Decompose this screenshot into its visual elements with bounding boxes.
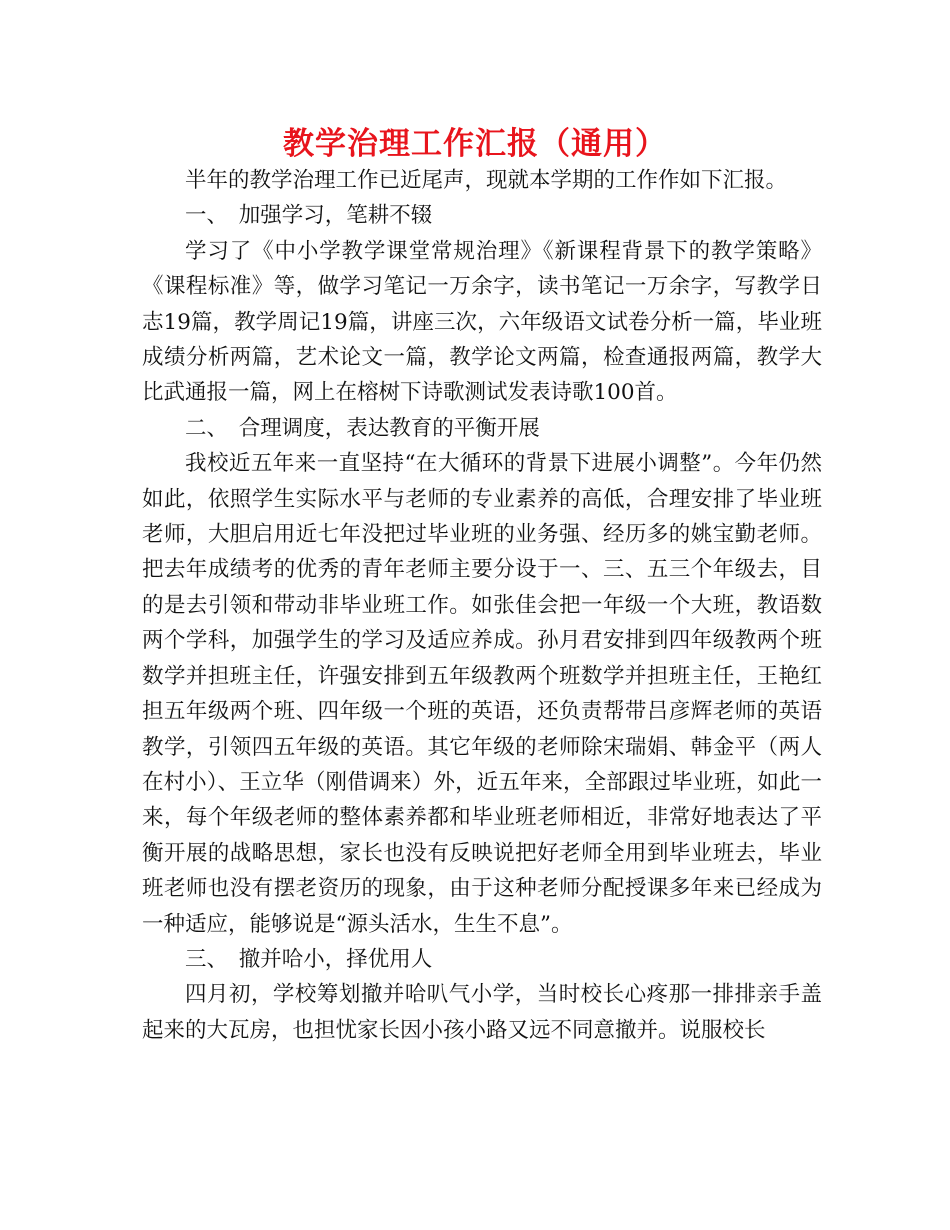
document-body bbox=[142, 163, 822, 1048]
section-paragraph-3: 四月初，学校筹划撤并哈叭气小学，当时校长心疼那一排排亲手盖起来的大瓦房，也担忧家长因小孩小路又远不同意撤并。说服校长 bbox=[142, 982, 822, 1043]
section-heading-3: 三、 撤并哈小，择优用人 bbox=[185, 946, 433, 972]
section-paragraph-2: 我校近五年来一直坚持“在大循环的背景下进展小调整”。今年仍然如此，依照学生实际水平与老师的专业素养的高低，合理安排了毕业班老师，大胆启用近七年没把过毕业班的业务强、经历多的姚宝勤老师。把去年成绩考的优秀的青年老师主要分设于一、三、五三个年级去，目的是去引领和带动非毕业班工作。如张佳会把一年级一个大班，教语数两个学科，加强学生的学习及适应养成。孙月君安排到四年级教两个班数学并担班主任，许强安排到五年级教两个班数学并担班主任，王艳红担五年级两个班、四年级一个班的英语，还负责帮带吕彦辉老师的英语教学，引领四五年级的英语。其它年级的老师除宋瑞娟、韩金平（两人在村小）、王立华（刚借调来）外，近五年来，全部跟过毕业班，如此一来，每个年级老师的整体素养都和毕业班老师相近，非常好地表达了平衡开展的战略思想，家长也没有反映说把好老师全用到毕业班去，毕业班老师也没有摆老资历的现象，由于这种老师分配授课多年来已经成为一种适应，能够说是“源头活水，生生不息”。 bbox=[142, 451, 822, 937]
document-title: 教学治理工作汇报（通用） bbox=[283, 126, 667, 162]
section-heading-1: 一、 加强学习，笔耕不辍 bbox=[185, 203, 433, 229]
section-heading-2: 二、 合理调度，表达教育的平衡开展 bbox=[185, 415, 540, 441]
section-paragraph-1: 学习了《中小学教学课堂常规治理》《新课程背景下的教学策略》《课程标准》等，做学习笔记一万余字，读书笔记一万余字，写教学日志19篇，教学周记19篇，讲座三次，六年级语文试卷分析一篇，毕业班成绩分析两篇，艺术论文一篇，教学论文两篇，检查通报两篇，教学大比武通报一篇，网上在榕树下诗歌测试发表诗歌100首。 bbox=[142, 238, 822, 406]
intro-paragraph: 半年的教学治理工作已近尾声，现就本学期的工作作如下汇报。 bbox=[185, 168, 788, 193]
